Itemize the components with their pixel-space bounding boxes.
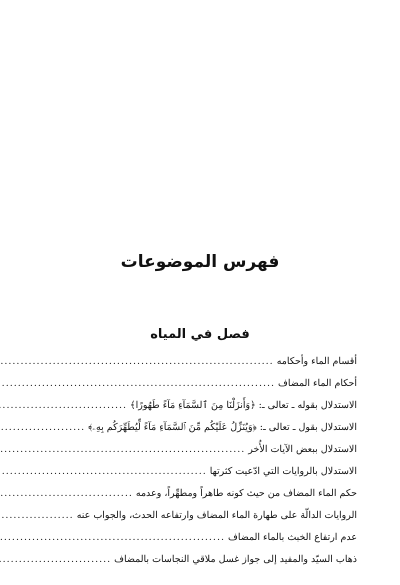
toc-entry-title: حكم الماء المضاف من حيث كونه طاهراً ومطهِّراً، وعدمه <box>135 488 357 499</box>
toc-entry-title: الاستدلال بقول ـ تعالى ـ: ﴿وَيُنَزِّلُ عَلَيْكُم مِّنَ ٱلسَّمَآءِ مَآءً لِّيُطَهِّرَكُم بِهِۦ﴾ <box>88 422 357 433</box>
dot-leader <box>0 439 245 461</box>
dot-leader <box>0 505 74 527</box>
toc-entry <box>52 439 357 461</box>
dot-leader <box>0 417 85 439</box>
toc-entry <box>52 417 357 439</box>
toc-entry <box>52 505 357 527</box>
dot-leader <box>0 373 275 395</box>
toc-entry <box>52 351 357 373</box>
toc-entry-title: الاستدلال ببعض الآيات الأُخر <box>248 444 357 455</box>
toc-entry-title: أحكام الماء المضاف <box>278 378 357 389</box>
toc-entry <box>52 527 357 549</box>
toc-entry-title: الروايات الدالّة على طهارة الماء المضاف وارتفاعه الحدث، والجواب عنه <box>76 510 357 521</box>
table-of-contents <box>52 351 357 571</box>
toc-entry-title: الاستدلال بقوله ـ تعالى ـ: ﴿وَأَنزَلْنَا مِنَ ٱلسَّمَآءِ مَآءً طَهُورًا﴾ <box>130 400 357 411</box>
dot-leader <box>0 461 207 483</box>
toc-entry-title: أقسام الماء وأحكامه <box>276 356 357 367</box>
toc-entry <box>52 461 357 483</box>
dot-leader <box>0 351 274 373</box>
page-title: فهرس الموضوعات <box>120 252 280 272</box>
toc-entry <box>52 483 357 505</box>
dot-leader <box>0 527 225 549</box>
toc-entry-title: عدم ارتفاع الخبث بالماء المضاف <box>227 532 357 543</box>
toc-entry-title: الاستدلال بالروايات التي ادّعيت كثرتها <box>209 466 357 477</box>
toc-entry-title: ذهاب السيّد والمفيد إلى جواز غسل ملاقي النجاسات بالمضاف <box>114 554 357 565</box>
toc-entry <box>52 373 357 395</box>
toc-entry <box>52 549 357 571</box>
dot-leader <box>0 549 111 571</box>
dot-leader <box>0 483 133 505</box>
toc-entry <box>52 395 357 417</box>
section-title: فصل في المياه <box>150 327 250 342</box>
dot-leader <box>0 395 127 417</box>
